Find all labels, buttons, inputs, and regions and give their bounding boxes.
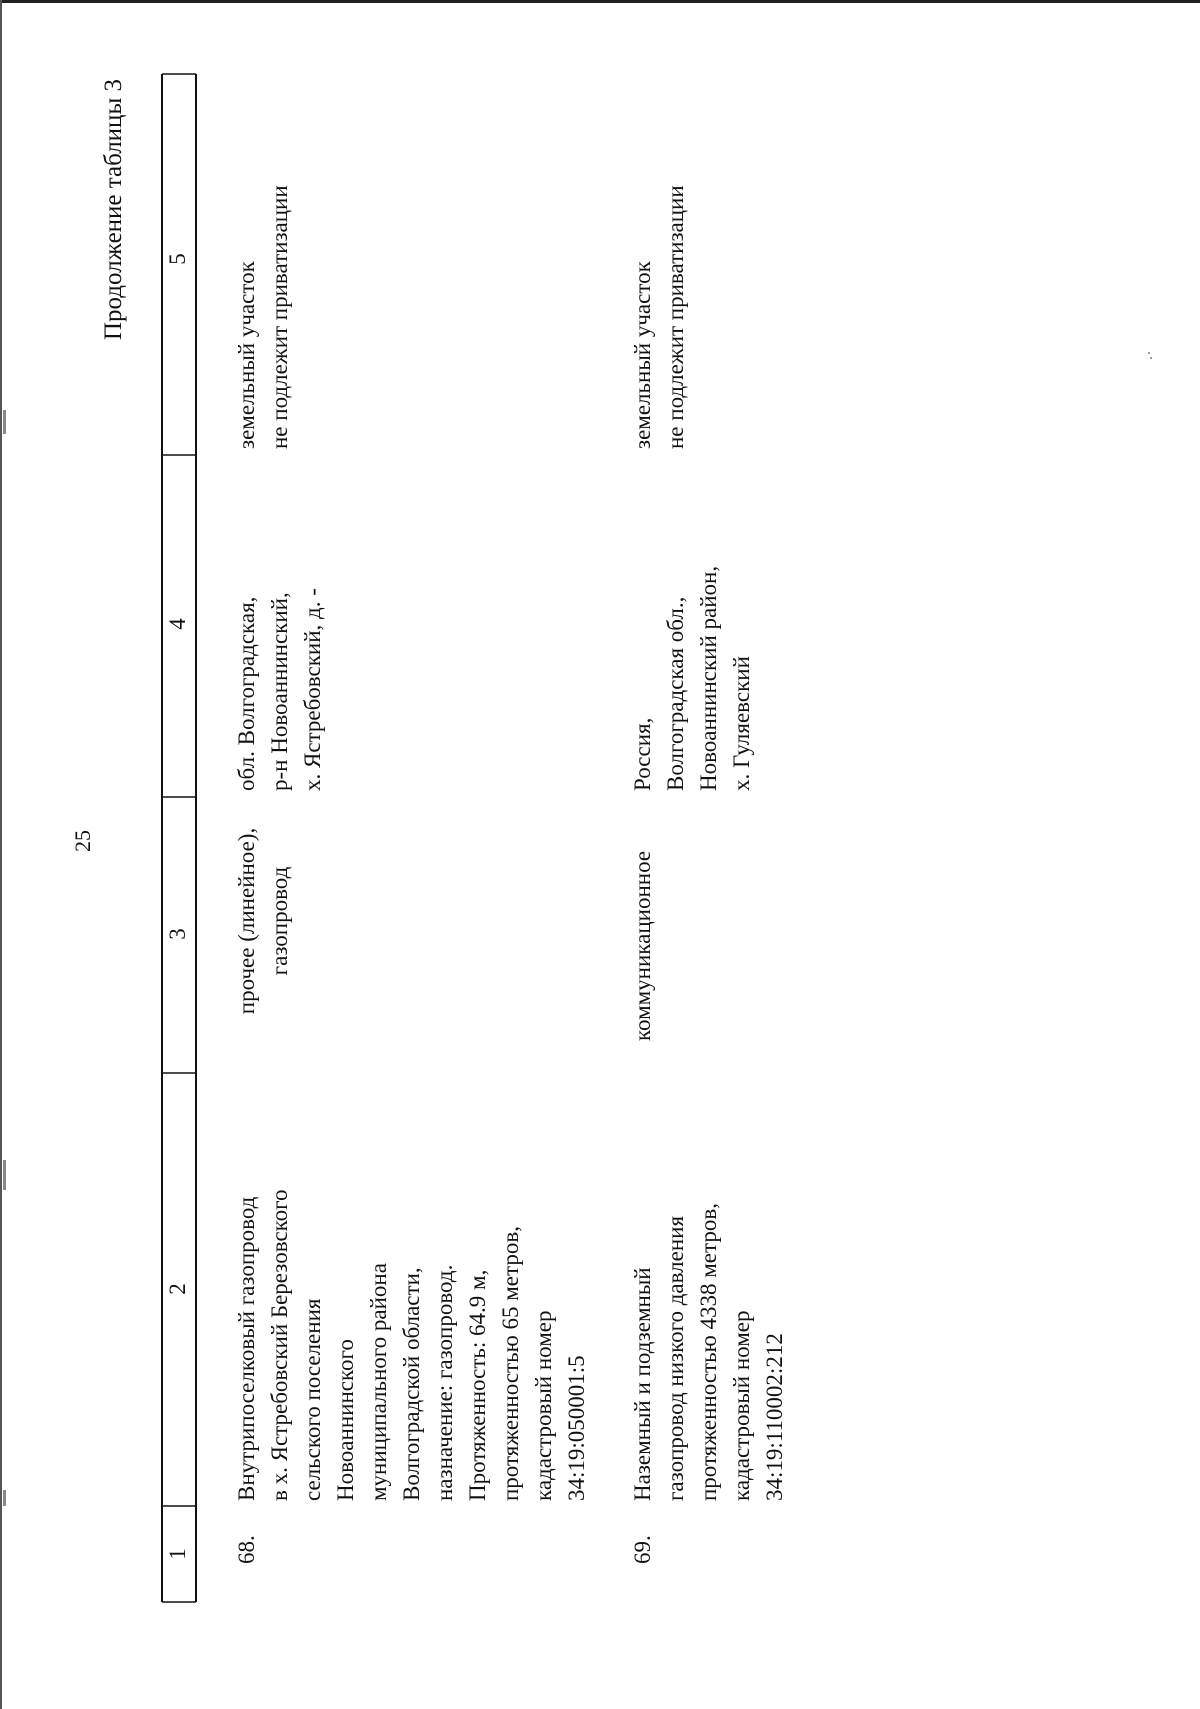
- table-caption: Продолжение таблицы 3: [100, 79, 127, 341]
- page-number: 25: [70, 830, 95, 852]
- column-header-5: 5: [165, 253, 190, 265]
- row-68-type: прочее (линейное), газопровод: [234, 827, 292, 1015]
- column-header-4: 4: [165, 618, 190, 630]
- row-69-address: Россия, Волгоградская обл., Новоаннинский район, х. Гуляевский: [630, 565, 754, 791]
- row-68-name: Внутрипоселковый газопровод в х. Ястребовский Березовского сельского поселения Новоаннинского муниципального района Волгоградской области, назначение: газопровод. Протяженность: 64.9 м, протяженностью 65 метров, кадастровый номер 34:19:050001:5: [234, 1189, 589, 1501]
- column-header-1: 1: [165, 1548, 190, 1560]
- scan-speck: [1148, 352, 1150, 354]
- row-69-type: коммуникационное: [630, 850, 655, 1041]
- row-69-note: земельный участок не подлежит приватизации: [630, 185, 688, 449]
- column-header-3: 3: [165, 928, 190, 940]
- column-header-2: 2: [165, 1283, 190, 1295]
- row-69-name: Наземный и подземный газопровод низкого давления протяженностью 4338 метров, кадастровый номер 34:19:110002:212: [630, 1203, 787, 1501]
- row-68-number: 68.: [234, 1535, 259, 1564]
- row-68-address: обл. Волгоградская, р-н Новоаннинский, х. Ястребовский, д. -: [234, 588, 325, 791]
- row-68-note: земельный участок не подлежит приватизации: [234, 185, 292, 449]
- row-69-number: 69.: [630, 1535, 655, 1564]
- scan-speck: [1150, 357, 1152, 359]
